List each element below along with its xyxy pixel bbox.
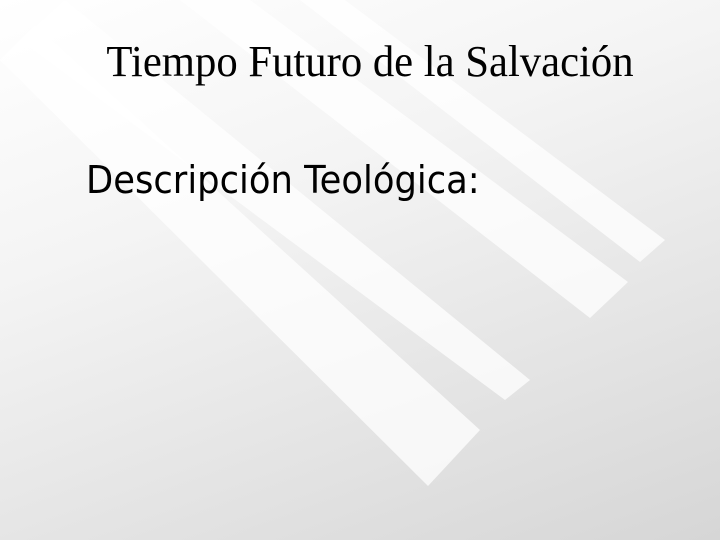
stripe-1 bbox=[0, 25, 480, 486]
slide-title: Tiempo Futuro de la Salvación bbox=[106, 37, 634, 86]
slide-subtitle: Descripción Teológica: bbox=[86, 158, 480, 202]
